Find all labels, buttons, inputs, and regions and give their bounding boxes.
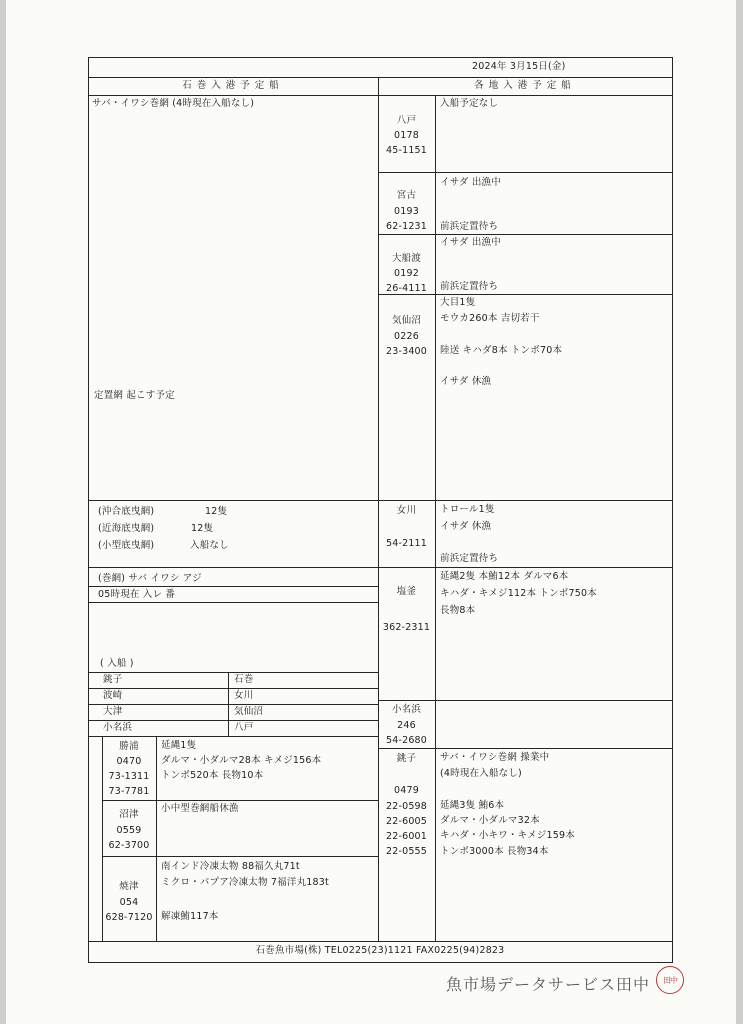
port-detail: イサダ 出漁中 (440, 177, 501, 188)
other-ports-header: 各地入港予定船 (474, 80, 576, 91)
nyusen-port: 気仙沼 (234, 706, 264, 717)
port-tel: 246 (397, 720, 416, 731)
rule-kesennuma (378, 500, 672, 501)
port-detail: 大目1隻 (440, 297, 476, 308)
rule-katsuura (102, 800, 378, 801)
nyusen-port: 女川 (234, 690, 254, 701)
saba-iwashi-note: サバ・イワシ巻網 (4時現在入船なし) (92, 98, 255, 109)
port-detail: イサダ 出漁中 (440, 237, 501, 248)
port-tel: 22-0555 (385, 846, 428, 857)
rule-nyusen-1 (88, 688, 378, 689)
right-col-divider (435, 95, 436, 941)
port-name-onagawa: 女川 (396, 505, 417, 516)
frame-right (672, 57, 673, 963)
port-detail: トンボ520本 長物10本 (161, 770, 264, 781)
nyusen-port: 大津 (103, 706, 123, 717)
rule-nyusen-2 (88, 704, 378, 705)
port-detail: キハダ・小キワ・キメジ159本 (440, 830, 575, 841)
rule-shiogama (378, 700, 672, 701)
port-name-hachinohe: 八戸 (396, 115, 417, 126)
port-tel: 73-7781 (108, 786, 150, 797)
nyusen-port: 石巻 (234, 674, 254, 685)
nyusen-port: 八戸 (234, 722, 254, 733)
port-tel: 0559 (116, 825, 142, 836)
port-detail: 入船予定なし (440, 98, 499, 109)
port-tel: 0193 (394, 206, 419, 217)
port-detail: 小中型巻網船休漁 (161, 803, 239, 814)
footer-contact: 石巻魚市場(株) TEL0225(23)1121 FAX0225(94)2823 (255, 945, 505, 956)
port-detail: (4時現在入船なし) (440, 768, 522, 779)
port-tel: 0470 (116, 756, 142, 767)
left-port-col-divider (156, 736, 157, 941)
port-detail: ミクロ・パプア冷凍太物 7福洋丸183t (161, 877, 329, 888)
makiami-line: (巻網) サバ イワシ アジ (98, 573, 202, 584)
nyusen-port: 波崎 (103, 690, 123, 701)
port-detail: イサダ 休漁 (440, 376, 492, 387)
nyusen-col-divider (228, 672, 229, 736)
rule-onahama (378, 748, 672, 749)
port-tel: 0178 (394, 130, 419, 141)
port-tel: 22-0598 (385, 801, 428, 812)
port-detail: 延縄3隻 鮪6本 (440, 800, 505, 811)
trawl-value: 12隻 (191, 523, 214, 534)
port-name-shiogama: 塩釜 (396, 586, 417, 597)
port-detail: ダルマ・小ダルマ32本 (440, 815, 540, 826)
port-tel: 73-1311 (108, 771, 150, 782)
port-detail: イサダ 休漁 (440, 521, 492, 532)
port-detail: トロール1隻 (440, 504, 495, 515)
port-name-ofunato: 大船渡 (391, 253, 422, 264)
rule-nyusen-3 (88, 720, 378, 721)
rule-nyusen-top (88, 672, 378, 673)
port-detail: トンボ3000本 長物34本 (440, 846, 549, 857)
port-detail: 延縄1隻 (161, 740, 197, 751)
teichi-note: 定置網 起こす予定 (94, 390, 175, 401)
header-top-rule (88, 77, 672, 78)
document-page (6, 0, 736, 1024)
ishinomaki-header: 石巻入港予定船 (182, 80, 284, 91)
port-tel: 054 (119, 897, 139, 908)
port-tel: 45-1151 (385, 145, 428, 156)
nyusen-title: ( 入船 ) (100, 658, 134, 669)
port-detail: 前浜定置待ち (440, 221, 499, 232)
port-tel: 628-7120 (105, 912, 153, 923)
port-name-choshi: 銚子 (396, 753, 417, 764)
handwritten-signature: 魚市場データサービス田中 (446, 975, 651, 994)
schedule-sheet (6, 0, 736, 1024)
port-name-kesennuma: 気仙沼 (391, 315, 422, 326)
port-tel: 0226 (394, 331, 419, 342)
rule-makiami-1 (88, 586, 378, 587)
port-tel: 22-6001 (385, 831, 428, 842)
seal-stamp-text: 田中 (663, 976, 677, 985)
trawl-label: (沖合底曳網) (98, 506, 155, 517)
port-tel: 62-3700 (108, 840, 150, 851)
rule-trawl-bottom (88, 567, 378, 568)
trawl-value: 入船なし (190, 540, 229, 551)
port-tel: 22-6005 (385, 816, 428, 827)
port-name-onahama: 小名浜 (391, 704, 422, 715)
port-detail: 解凍鮪117本 (161, 911, 219, 922)
port-tel: 54-2680 (385, 735, 428, 746)
trawl-label: (近海底曳網) (98, 523, 155, 534)
port-name-katsuura: 勝浦 (119, 741, 139, 752)
port-tel: 0479 (394, 785, 419, 796)
port-detail: モウカ260本 吉切若干 (440, 313, 540, 324)
trawl-value: 12隻 (205, 506, 228, 517)
rule-miyako (378, 234, 672, 235)
nyusen-port: 小名浜 (103, 722, 133, 733)
port-detail: サバ・イワシ巻網 操業中 (440, 752, 550, 763)
trawl-label: (小型底曳網) (98, 540, 155, 551)
frame-top (88, 57, 672, 58)
header-bottom-rule (88, 95, 672, 96)
port-tel: 62-1231 (385, 221, 428, 232)
rule-numazu (102, 856, 378, 857)
rule-makiami-2 (88, 602, 378, 603)
nyusen-port: 銚子 (103, 674, 123, 685)
port-detail: 陸送 キハダ8本 トンボ70本 (440, 345, 563, 356)
port-name-numazu: 沼津 (119, 809, 139, 820)
port-tel: 362-2311 (382, 622, 431, 633)
port-detail: 南インド冷凍太物 88福久丸71t (161, 861, 300, 872)
port-tel: 26-4111 (385, 283, 428, 294)
frame-bottom (88, 962, 673, 963)
rule-nyusen-4 (88, 736, 378, 737)
port-detail: 前浜定置待ち (440, 281, 499, 292)
port-tel: 54-2111 (385, 538, 428, 549)
port-name-yaizu: 焼津 (119, 881, 139, 892)
rule-trawl-top (88, 500, 378, 501)
rule-onagawa (378, 567, 672, 568)
frame-left (88, 57, 89, 963)
port-detail: 長物8本 (440, 605, 476, 616)
footer-rule (88, 941, 672, 942)
report-date: 2024年 3月15日(金) (472, 61, 566, 72)
port-detail: 前浜定置待ち (440, 553, 499, 564)
port-tel: 23-3400 (385, 346, 428, 357)
makiami-time: 05時現在 入レ 番 (98, 589, 176, 600)
port-tel: 0192 (394, 268, 419, 279)
seal-stamp (656, 966, 684, 994)
rule-hachinohe (378, 172, 672, 173)
port-detail: キハダ・キメジ112本 トンボ750本 (440, 588, 597, 599)
port-name-miyako: 宮古 (396, 190, 417, 201)
port-detail: 延縄2隻 本鮪12本 ダルマ6本 (440, 571, 569, 582)
port-detail: ダルマ・小ダルマ28本 キメジ156本 (161, 755, 322, 766)
